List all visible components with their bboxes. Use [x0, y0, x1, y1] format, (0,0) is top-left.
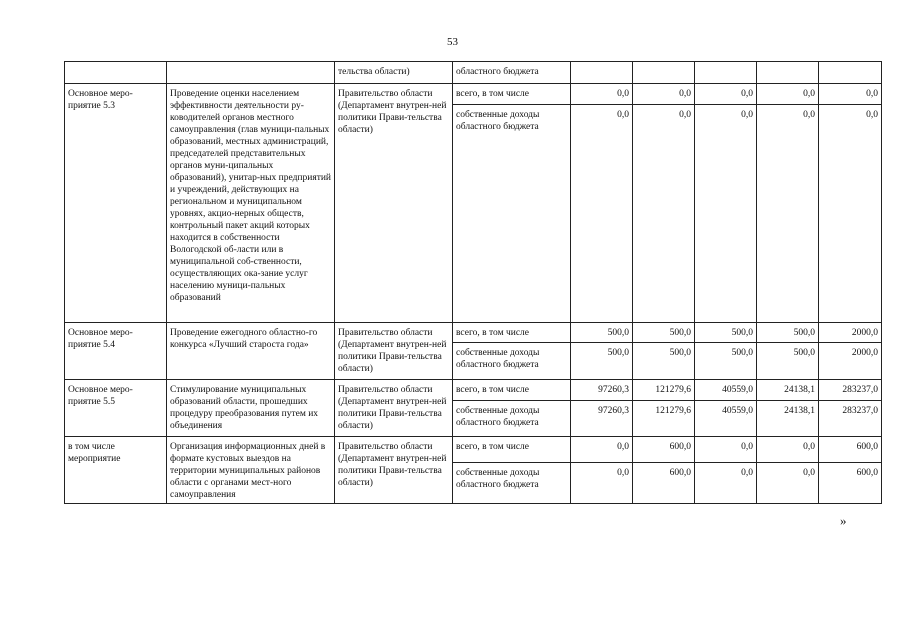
value-cell: 0,0 [757, 462, 819, 503]
value-cell: 0,0 [757, 105, 819, 323]
table-row [65, 84, 882, 105]
table-row [65, 437, 882, 463]
value-cell: 600,0 [819, 462, 882, 503]
description-cell: Проведение оценки населением эффективности деятельности ру-ководителей органов местного самоуправления (глав муници-пальных образований, местных администраций, председателей представительных органов муни-ципальных образований), унитар-ных предприятий и учреждений, действующих на региональном и муниципальном уровнях, акцио-нерных обществ, контрольный пакет акций которых находится в собственности Вологодской об-ласти или в муниципальной соб-ственности, осуществляющих ока-зание услуг населению муници-пальных образований [167, 84, 335, 323]
value-cell: 0,0 [695, 105, 757, 323]
table-row [65, 62, 882, 84]
closing-quote: » [840, 513, 847, 528]
description-cell [167, 62, 335, 84]
value-cell: 500,0 [633, 343, 695, 380]
table-row [65, 380, 882, 401]
value-cell: 0,0 [757, 84, 819, 105]
value-cell [633, 62, 695, 84]
value-cell: 500,0 [695, 343, 757, 380]
measure-cell: Основное меро-приятие 5.4 [65, 323, 167, 380]
value-cell: 500,0 [695, 323, 757, 343]
value-cell: 283237,0 [819, 401, 882, 437]
value-cell: 500,0 [757, 343, 819, 380]
value-cell: 0,0 [819, 84, 882, 105]
value-cell: 0,0 [571, 437, 633, 463]
value-cell: 600,0 [633, 437, 695, 463]
description-cell: Организация информационных дней в формате кустовых выездов на территории муниципальных районов области с органами мест-ного самоуправления [167, 437, 335, 504]
value-cell: 0,0 [695, 462, 757, 503]
executor-cell: Правительство области (Департамент внутрен-ней политики Прави-тельства области) [335, 84, 453, 323]
value-cell: 0,0 [757, 437, 819, 463]
value-cell [571, 62, 633, 84]
executor-cell: Правительство области (Департамент внутрен-ней политики Прави-тельства области) [335, 437, 453, 504]
funding-source-cell: собственные доходы областного бюджета [453, 343, 571, 380]
measure-cell: в том числе мероприятие [65, 437, 167, 504]
value-cell: 600,0 [633, 462, 695, 503]
value-cell: 0,0 [633, 105, 695, 323]
value-cell: 0,0 [819, 105, 882, 323]
value-cell [695, 62, 757, 84]
value-cell: 0,0 [633, 84, 695, 105]
funding-source-cell: собственные доходы областного бюджета [453, 401, 571, 437]
value-cell: 0,0 [571, 84, 633, 105]
value-cell: 2000,0 [819, 343, 882, 380]
value-cell: 500,0 [757, 323, 819, 343]
executor-cell: тельства области) [335, 62, 453, 84]
funding-source-cell: всего, в том числе [453, 380, 571, 401]
value-cell: 0,0 [695, 84, 757, 105]
value-cell: 97260,3 [571, 380, 633, 401]
funding-source-cell: всего, в том числе [453, 84, 571, 105]
value-cell: 500,0 [571, 323, 633, 343]
value-cell: 2000,0 [819, 323, 882, 343]
budget-table [64, 61, 882, 504]
executor-cell: Правительство области (Департамент внутрен-ней политики Прави-тельства области) [335, 323, 453, 380]
value-cell: 97260,3 [571, 401, 633, 437]
description-cell: Стимулирование муниципальных образований области, прошедших процедуру преобразования путем их объединения [167, 380, 335, 437]
value-cell: 500,0 [633, 323, 695, 343]
value-cell: 500,0 [571, 343, 633, 380]
value-cell: 600,0 [819, 437, 882, 463]
description-cell: Проведение ежегодного областно-го конкурса «Лучший староста года» [167, 323, 335, 380]
funding-source-cell: собственные доходы областного бюджета [453, 105, 571, 323]
value-cell: 283237,0 [819, 380, 882, 401]
funding-source-cell: всего, в том числе [453, 323, 571, 343]
value-cell [819, 62, 882, 84]
funding-source-cell: областного бюджета [453, 62, 571, 84]
funding-source-cell: собственные доходы областного бюджета [453, 462, 571, 503]
value-cell: 0,0 [571, 105, 633, 323]
measure-cell: Основное меро-приятие 5.3 [65, 84, 167, 323]
page-number: 53 [447, 36, 458, 48]
table-row [65, 323, 882, 343]
value-cell: 24138,1 [757, 401, 819, 437]
value-cell: 121279,6 [633, 380, 695, 401]
value-cell: 0,0 [571, 462, 633, 503]
value-cell: 40559,0 [695, 401, 757, 437]
value-cell: 40559,0 [695, 380, 757, 401]
value-cell [757, 62, 819, 84]
executor-cell: Правительство области (Департамент внутрен-ней политики Прави-тельства области) [335, 380, 453, 437]
measure-cell: Основное меро-приятие 5.5 [65, 380, 167, 437]
measure-cell [65, 62, 167, 84]
funding-source-cell: всего, в том числе [453, 437, 571, 463]
value-cell: 121279,6 [633, 401, 695, 437]
value-cell: 24138,1 [757, 380, 819, 401]
value-cell: 0,0 [695, 437, 757, 463]
